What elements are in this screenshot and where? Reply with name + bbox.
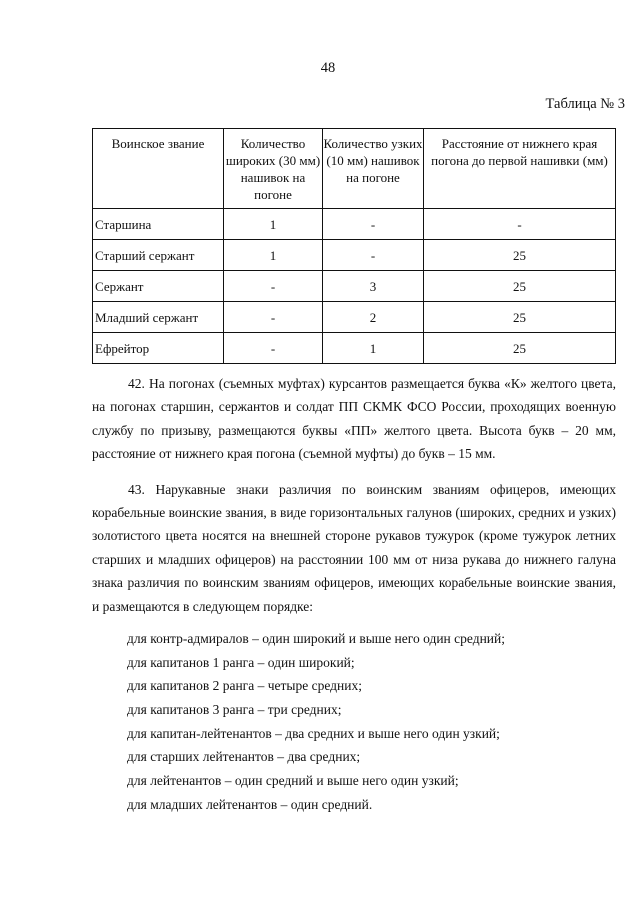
narrow-count-cell: - bbox=[323, 240, 424, 271]
header-distance: Расстояние от нижнего края погона до первой нашивки (мм) bbox=[424, 129, 616, 209]
distance-cell: 25 bbox=[424, 240, 616, 271]
rank-cell: Старшина bbox=[93, 209, 224, 240]
table-row bbox=[93, 302, 616, 333]
table-row bbox=[93, 333, 616, 364]
table-header-row bbox=[93, 129, 616, 209]
list-item: для младших лейтенантов – один средний. bbox=[127, 796, 373, 812]
wide-count-cell: 1 bbox=[224, 209, 323, 240]
paragraph-42: 42. На погонах (съемных муфтах) курсантов размещается буква «К» желтого цвета, на погонах старшин, сержантов и солдат ПП СКМК ФСО России, проходящих военную службу по призыву, размещаются буквы «ПП» желтого цвета. Высота букв – 20 мм, расстояние от нижнего края погона (съемной муфты) до букв – 15 мм. bbox=[92, 376, 616, 462]
table-row bbox=[93, 240, 616, 271]
narrow-count-cell: 1 bbox=[323, 333, 424, 364]
table-row bbox=[93, 209, 616, 240]
distance-cell: - bbox=[424, 209, 616, 240]
rank-cell: Сержант bbox=[93, 271, 224, 302]
rank-cell: Ефрейтор bbox=[93, 333, 224, 364]
list-item: для капитанов 1 ранга – один широкий; bbox=[127, 654, 355, 670]
list-item: для капитанов 2 ранга – четыре средних; bbox=[127, 678, 362, 694]
wide-count-cell: 1 bbox=[224, 240, 323, 271]
list-item: для старших лейтенантов – два средних; bbox=[127, 749, 361, 765]
wide-count-cell: - bbox=[224, 302, 323, 333]
distance-cell: 25 bbox=[424, 302, 616, 333]
narrow-count-cell: 2 bbox=[323, 302, 424, 333]
table-caption: Таблица № 3 bbox=[545, 96, 625, 112]
table-row bbox=[93, 271, 616, 302]
insignia-order-list bbox=[127, 627, 505, 817]
paragraph-43: 43. Нарукавные знаки различия по воинским званиям офицеров, имеющих корабельные воинские звания, в виде горизонтальных галунов (широких, средних и узких) золотистого цвета носятся на внешней стороне рукавов тужурок (кроме тужурок летних старших и младших офицеров) на расстоянии 100 мм от низа рукава до нижнего галуна знака различия по воинским званиям офицеров, имеющих корабельные воинские звания, и размещаются в следующем порядке: bbox=[92, 481, 616, 614]
rank-cell: Младший сержант bbox=[93, 302, 224, 333]
distance-cell: 25 bbox=[424, 271, 616, 302]
header-military-rank: Воинское звание bbox=[93, 129, 224, 209]
list-item: для капитанов 3 ранга – три средних; bbox=[127, 702, 342, 718]
narrow-count-cell: 3 bbox=[323, 271, 424, 302]
wide-count-cell: - bbox=[224, 271, 323, 302]
header-wide-stripes: Количество широких (30 мм) нашивок на погоне bbox=[224, 129, 323, 209]
distance-cell: 25 bbox=[424, 333, 616, 364]
list-item: для капитан-лейтенантов – два средних и выше него один узкий; bbox=[127, 725, 500, 741]
page-number: 48 bbox=[320, 60, 336, 76]
body-text bbox=[92, 372, 616, 618]
rank-cell: Старший сержант bbox=[93, 240, 224, 271]
header-narrow-stripes: Количество узких (10 мм) нашивок на погоне bbox=[323, 129, 424, 209]
narrow-count-cell: - bbox=[323, 209, 424, 240]
rank-table bbox=[92, 128, 616, 364]
list-item: для лейтенантов – один средний и выше него один узкий; bbox=[127, 773, 459, 789]
list-item: для контр-адмиралов – один широкий и выше него один средний; bbox=[127, 631, 506, 646]
wide-count-cell: - bbox=[224, 333, 323, 364]
